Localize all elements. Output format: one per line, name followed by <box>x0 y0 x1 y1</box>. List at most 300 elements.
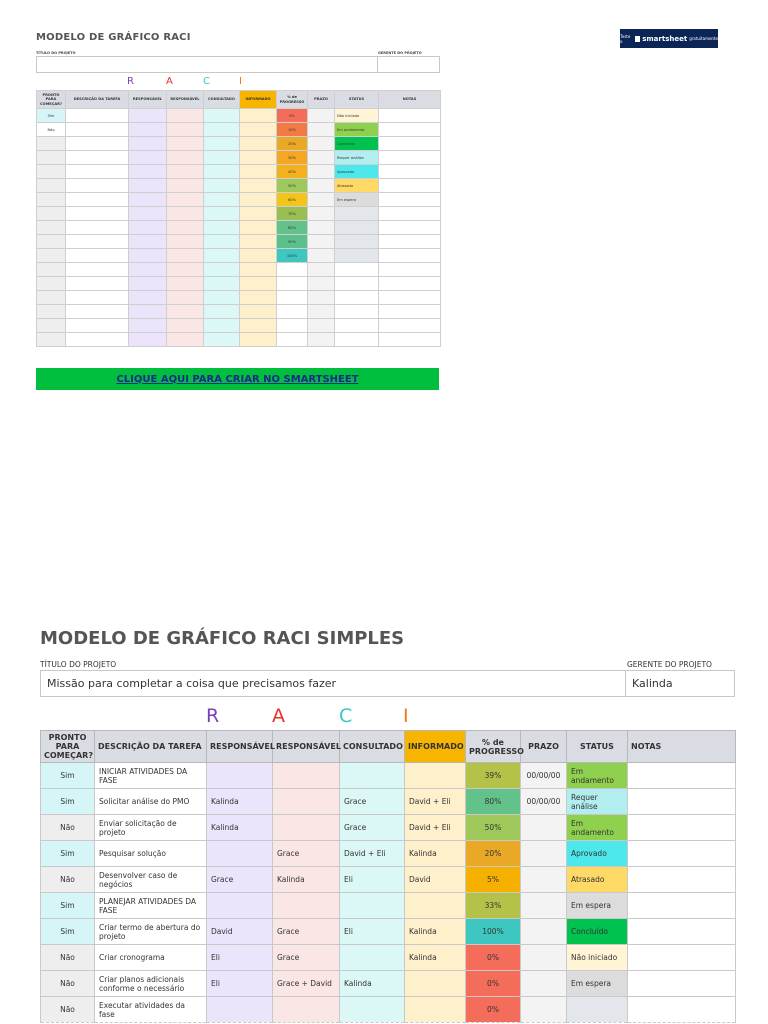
preview-cell[interactable] <box>335 263 379 277</box>
preview-cell[interactable] <box>129 137 167 151</box>
preview-cell[interactable] <box>37 235 66 249</box>
cell-c[interactable]: Grace <box>340 815 405 841</box>
cell-progress[interactable]: 20% <box>466 841 521 867</box>
cell-task[interactable]: Solicitar análise do PMO <box>95 789 207 815</box>
cell-progress[interactable]: 33% <box>466 893 521 919</box>
preview-cell[interactable] <box>204 193 240 207</box>
preview-cell[interactable] <box>37 291 66 305</box>
preview-cell[interactable] <box>308 263 335 277</box>
preview-raci-i: I <box>239 76 242 87</box>
cell-deadline[interactable] <box>521 815 567 841</box>
preview-cell[interactable]: 30% <box>277 151 308 165</box>
cell-ready[interactable]: Sim <box>41 789 95 815</box>
cell-task[interactable]: Criar cronograma <box>95 945 207 971</box>
preview-cell[interactable] <box>66 305 129 319</box>
cell-notes[interactable] <box>628 867 736 893</box>
preview-cell[interactable] <box>308 291 335 305</box>
preview-cell[interactable]: Atrasado <box>335 179 379 193</box>
preview-cell[interactable] <box>379 123 441 137</box>
cell-c[interactable]: David + Eli <box>340 841 405 867</box>
preview-cell[interactable] <box>66 207 129 221</box>
preview-cell[interactable] <box>240 291 277 305</box>
preview-cell[interactable] <box>167 263 204 277</box>
preview-cell[interactable] <box>379 333 441 347</box>
preview-cell[interactable] <box>240 151 277 165</box>
preview-row <box>37 333 441 347</box>
cell-c[interactable]: Grace <box>340 789 405 815</box>
cell-task[interactable]: Enviar solicitação de projeto <box>95 815 207 841</box>
preview-cell[interactable] <box>240 137 277 151</box>
preview-cell[interactable] <box>129 109 167 123</box>
preview-header: DESCRIÇÃO DA TAREFA <box>66 91 129 109</box>
preview-cell[interactable] <box>37 193 66 207</box>
cell-notes[interactable] <box>628 815 736 841</box>
preview-cell[interactable] <box>240 235 277 249</box>
preview-cell[interactable] <box>277 263 308 277</box>
cell-ready[interactable]: Não <box>41 971 95 997</box>
preview-cell[interactable]: Em espera <box>335 193 379 207</box>
preview-cell[interactable] <box>204 221 240 235</box>
preview-cell[interactable] <box>379 179 441 193</box>
cell-progress[interactable]: 5% <box>466 867 521 893</box>
preview-cell[interactable]: 20% <box>277 137 308 151</box>
cell-a[interactable]: Kalinda <box>273 867 340 893</box>
preview-cell[interactable] <box>308 137 335 151</box>
cell-status[interactable] <box>567 997 628 1023</box>
preview-cell[interactable] <box>204 123 240 137</box>
cell-i[interactable]: David + Eli <box>405 815 466 841</box>
preview-cell[interactable] <box>308 249 335 263</box>
cell-progress[interactable]: 50% <box>466 815 521 841</box>
preview-cell[interactable] <box>308 123 335 137</box>
cell-notes[interactable] <box>628 919 736 945</box>
cell-status[interactable]: Em andamento <box>567 763 628 789</box>
cell-progress[interactable]: 0% <box>466 945 521 971</box>
preview-cell[interactable] <box>37 207 66 221</box>
cell-status[interactable]: Em espera <box>567 971 628 997</box>
preview-cell[interactable] <box>167 151 204 165</box>
preview-cell[interactable] <box>240 263 277 277</box>
cell-r[interactable]: David <box>207 919 273 945</box>
cell-progress[interactable]: 0% <box>466 997 521 1023</box>
preview-cell[interactable]: Requer análise <box>335 151 379 165</box>
cell-i[interactable]: Kalinda <box>405 841 466 867</box>
preview-cell[interactable] <box>167 221 204 235</box>
cell-deadline[interactable] <box>521 867 567 893</box>
header-responsible: RESPONSÁVEL <box>207 731 273 763</box>
preview-cell[interactable] <box>240 277 277 291</box>
preview-cell[interactable] <box>66 109 129 123</box>
table-row <box>41 867 736 893</box>
cell-deadline[interactable] <box>521 919 567 945</box>
preview-cell[interactable] <box>204 179 240 193</box>
preview-cell[interactable] <box>379 277 441 291</box>
cell-a[interactable] <box>273 893 340 919</box>
preview-cell[interactable] <box>66 123 129 137</box>
cell-task[interactable]: Executar atividades da fase <box>95 997 207 1023</box>
preview-row <box>37 165 441 179</box>
preview-cell[interactable] <box>277 291 308 305</box>
preview-cell[interactable] <box>129 221 167 235</box>
preview-cell[interactable] <box>167 333 204 347</box>
preview-cell[interactable] <box>308 179 335 193</box>
cell-a[interactable]: Grace + David <box>273 971 340 997</box>
cell-deadline[interactable]: 00/00/00 <box>521 789 567 815</box>
preview-cell[interactable] <box>308 221 335 235</box>
preview-cell[interactable] <box>204 109 240 123</box>
preview-cell[interactable] <box>240 109 277 123</box>
preview-cell[interactable] <box>204 263 240 277</box>
preview-cell[interactable]: 0% <box>277 109 308 123</box>
preview-cell[interactable]: 50% <box>277 179 308 193</box>
preview-cell[interactable] <box>37 165 66 179</box>
preview-cell[interactable] <box>66 221 129 235</box>
preview-cell[interactable] <box>379 165 441 179</box>
preview-cell[interactable] <box>66 319 129 333</box>
preview-cell[interactable] <box>335 277 379 291</box>
preview-cell[interactable] <box>335 319 379 333</box>
cell-i[interactable]: Kalinda <box>405 945 466 971</box>
cell-ready[interactable]: Sim <box>41 919 95 945</box>
preview-cell[interactable] <box>335 305 379 319</box>
cell-c[interactable]: Kalinda <box>340 971 405 997</box>
preview-cell[interactable] <box>167 193 204 207</box>
cell-i[interactable]: David <box>405 867 466 893</box>
preview-cell[interactable] <box>240 319 277 333</box>
preview-cell[interactable] <box>66 277 129 291</box>
cell-status[interactable]: Atrasado <box>567 867 628 893</box>
preview-cell[interactable]: 80% <box>277 221 308 235</box>
cell-status[interactable]: Aprovado <box>567 841 628 867</box>
cell-i[interactable] <box>405 893 466 919</box>
table-row <box>41 763 736 789</box>
cell-r[interactable] <box>207 997 273 1023</box>
cell-a[interactable] <box>273 815 340 841</box>
project-title-field[interactable]: Missão para completar a coisa que precisamos fazer <box>40 670 626 697</box>
cell-ready[interactable]: Sim <box>41 841 95 867</box>
preview-cell[interactable] <box>204 333 240 347</box>
preview-cell[interactable]: Não iniciado <box>335 109 379 123</box>
preview-cell[interactable] <box>277 305 308 319</box>
cell-r[interactable] <box>207 893 273 919</box>
preview-cell[interactable] <box>66 249 129 263</box>
cell-i[interactable] <box>405 997 466 1023</box>
preview-cell[interactable] <box>379 291 441 305</box>
cta-link[interactable]: CLIQUE AQUI PARA CRIAR NO SMARTSHEET <box>116 373 359 385</box>
preview-cell[interactable] <box>335 333 379 347</box>
preview-cell[interactable] <box>167 179 204 193</box>
preview-cell[interactable] <box>277 277 308 291</box>
preview-cell[interactable] <box>37 333 66 347</box>
preview-cell[interactable]: 60% <box>277 193 308 207</box>
cell-notes[interactable] <box>628 893 736 919</box>
cell-notes[interactable] <box>628 763 736 789</box>
cell-deadline[interactable] <box>521 997 567 1023</box>
table-row <box>41 919 736 945</box>
preview-cell[interactable] <box>240 249 277 263</box>
preview-cell[interactable] <box>204 305 240 319</box>
preview-cell[interactable] <box>129 165 167 179</box>
preview-cell[interactable] <box>204 319 240 333</box>
preview-header: CONSULTADO <box>204 91 240 109</box>
cell-a[interactable]: Grace <box>273 945 340 971</box>
preview-cell[interactable] <box>167 305 204 319</box>
preview-cell[interactable] <box>167 137 204 151</box>
preview-raci-table <box>36 90 441 347</box>
cell-task[interactable]: Criar termo de abertura do projeto <box>95 919 207 945</box>
cell-c[interactable] <box>340 945 405 971</box>
smartsheet-logo-button[interactable] <box>620 29 718 48</box>
cell-r[interactable]: Eli <box>207 945 273 971</box>
preview-cell[interactable] <box>204 277 240 291</box>
cell-status[interactable]: Concluído <box>567 919 628 945</box>
preview-cell[interactable]: Aprovado <box>335 165 379 179</box>
preview-cell[interactable]: 10% <box>277 123 308 137</box>
preview-cell[interactable] <box>167 249 204 263</box>
preview-cell[interactable]: 70% <box>277 207 308 221</box>
preview-raci-c: C <box>203 76 210 87</box>
preview-cell[interactable] <box>240 221 277 235</box>
preview-row <box>37 221 441 235</box>
create-in-smartsheet-button[interactable] <box>36 368 439 390</box>
preview-cell[interactable] <box>37 151 66 165</box>
preview-cell[interactable]: 90% <box>277 235 308 249</box>
preview-cell[interactable] <box>308 193 335 207</box>
preview-cell[interactable] <box>335 235 379 249</box>
cell-i[interactable] <box>405 971 466 997</box>
preview-cell[interactable] <box>66 151 129 165</box>
cell-notes[interactable] <box>628 971 736 997</box>
preview-cell[interactable] <box>204 165 240 179</box>
preview-cell[interactable] <box>129 123 167 137</box>
preview-raci-r: R <box>127 76 134 87</box>
preview-cell[interactable] <box>379 249 441 263</box>
preview-cell[interactable] <box>379 263 441 277</box>
preview-cell[interactable] <box>167 319 204 333</box>
preview-cell[interactable] <box>379 221 441 235</box>
preview-cell[interactable]: 40% <box>277 165 308 179</box>
preview-cell[interactable]: Sim <box>37 109 66 123</box>
header-consulted: CONSULTADO <box>340 731 405 763</box>
cell-i[interactable] <box>405 763 466 789</box>
cell-ready[interactable]: Não <box>41 867 95 893</box>
preview-cell[interactable] <box>240 305 277 319</box>
preview-cell[interactable]: Em andamento <box>335 123 379 137</box>
preview-cell[interactable] <box>37 263 66 277</box>
cell-task[interactable]: PLANEJAR ATIVIDADES DA FASE <box>95 893 207 919</box>
preview-cell[interactable] <box>308 319 335 333</box>
preview-cell[interactable] <box>66 333 129 347</box>
preview-cell[interactable] <box>167 291 204 305</box>
cell-c[interactable] <box>340 893 405 919</box>
raci-letter-i: I <box>403 705 409 727</box>
cell-c[interactable] <box>340 763 405 789</box>
preview-cell[interactable] <box>37 305 66 319</box>
preview-cell[interactable] <box>129 235 167 249</box>
cell-a[interactable]: Grace <box>273 841 340 867</box>
cell-r[interactable]: Kalinda <box>207 789 273 815</box>
cell-progress[interactable]: 100% <box>466 919 521 945</box>
preview-cell[interactable] <box>308 305 335 319</box>
preview-cell[interactable] <box>129 263 167 277</box>
preview-cell[interactable] <box>167 109 204 123</box>
cell-r[interactable]: Eli <box>207 971 273 997</box>
cell-task[interactable]: Pesquisar solução <box>95 841 207 867</box>
cell-progress[interactable]: 80% <box>466 789 521 815</box>
preview-cell[interactable] <box>167 235 204 249</box>
cell-notes[interactable] <box>628 789 736 815</box>
preview-cell[interactable] <box>129 333 167 347</box>
preview-cell[interactable] <box>37 277 66 291</box>
preview-cell[interactable] <box>308 235 335 249</box>
preview-cell[interactable] <box>277 333 308 347</box>
cell-progress[interactable]: 0% <box>466 971 521 997</box>
preview-cell[interactable] <box>240 207 277 221</box>
cell-status[interactable]: Em andamento <box>567 815 628 841</box>
preview-cell[interactable] <box>66 165 129 179</box>
cell-c[interactable]: Eli <box>340 867 405 893</box>
cell-deadline[interactable] <box>521 841 567 867</box>
cell-deadline[interactable] <box>521 893 567 919</box>
preview-cell[interactable] <box>240 193 277 207</box>
manager-label: GERENTE DO PROJETO <box>627 660 712 669</box>
preview-cell[interactable] <box>66 137 129 151</box>
cell-task[interactable]: Criar planos adicionais conforme o necessário <box>95 971 207 997</box>
preview-cell[interactable] <box>66 235 129 249</box>
preview-cell[interactable] <box>308 333 335 347</box>
cell-ready[interactable]: Não <box>41 997 95 1023</box>
preview-cell[interactable] <box>204 207 240 221</box>
preview-cell[interactable] <box>66 263 129 277</box>
preview-cell[interactable] <box>379 137 441 151</box>
header-informed: INFORMADO <box>405 731 466 763</box>
cell-task[interactable]: INICIAR ATIVIDADES DA FASE <box>95 763 207 789</box>
preview-cell[interactable] <box>379 235 441 249</box>
preview-cell[interactable] <box>129 151 167 165</box>
preview-cell[interactable] <box>335 221 379 235</box>
logo-brand-text: smartsheet <box>642 34 688 43</box>
preview-cell[interactable] <box>167 165 204 179</box>
preview-cell[interactable] <box>129 305 167 319</box>
preview-cell[interactable] <box>167 207 204 221</box>
preview-cell[interactable] <box>129 207 167 221</box>
preview-cell[interactable] <box>204 151 240 165</box>
preview-cell[interactable] <box>308 109 335 123</box>
cell-a[interactable] <box>273 763 340 789</box>
preview-cell[interactable] <box>379 207 441 221</box>
preview-cell[interactable]: Não <box>37 123 66 137</box>
header-status: STATUS <box>567 731 628 763</box>
cell-deadline[interactable] <box>521 945 567 971</box>
preview-cell[interactable] <box>240 123 277 137</box>
preview-cell[interactable] <box>66 291 129 305</box>
cell-status[interactable]: Não iniciado <box>567 945 628 971</box>
cell-status[interactable]: Requer análise <box>567 789 628 815</box>
logo-left-text: Teste o <box>620 33 631 44</box>
preview-cell[interactable] <box>379 193 441 207</box>
cell-r[interactable] <box>207 763 273 789</box>
preview-cell[interactable] <box>129 277 167 291</box>
cell-task[interactable]: Desenvolver caso de negócios <box>95 867 207 893</box>
preview-cell[interactable] <box>335 207 379 221</box>
preview-cell[interactable]: 100% <box>277 249 308 263</box>
preview-cell[interactable] <box>167 123 204 137</box>
preview-cell[interactable] <box>167 277 204 291</box>
preview-cell[interactable]: Concluído <box>335 137 379 151</box>
preview-cell[interactable] <box>37 249 66 263</box>
cell-notes[interactable] <box>628 997 736 1023</box>
cell-ready[interactable]: Não <box>41 945 95 971</box>
preview-cell[interactable] <box>204 291 240 305</box>
cell-notes[interactable] <box>628 841 736 867</box>
project-title-label: TÍTULO DO PROJETO <box>40 660 117 669</box>
preview-cell[interactable] <box>240 179 277 193</box>
preview-cell[interactable] <box>37 179 66 193</box>
cell-r[interactable]: Grace <box>207 867 273 893</box>
preview-cell[interactable] <box>277 319 308 333</box>
preview-cell[interactable] <box>308 151 335 165</box>
cell-ready[interactable]: Sim <box>41 763 95 789</box>
cell-c[interactable] <box>340 997 405 1023</box>
preview-cell[interactable] <box>335 249 379 263</box>
cell-r[interactable] <box>207 841 273 867</box>
preview-cell[interactable] <box>37 221 66 235</box>
cell-c[interactable]: Eli <box>340 919 405 945</box>
preview-cell[interactable] <box>379 109 441 123</box>
preview-cell[interactable] <box>129 179 167 193</box>
manager-field[interactable]: Kalinda <box>625 670 735 697</box>
preview-manager-field[interactable] <box>377 56 440 73</box>
cell-status[interactable]: Em espera <box>567 893 628 919</box>
preview-cell[interactable] <box>204 137 240 151</box>
preview-cell[interactable] <box>129 291 167 305</box>
preview-project-title-field[interactable] <box>36 56 378 73</box>
cell-deadline[interactable] <box>521 971 567 997</box>
preview-cell[interactable] <box>66 193 129 207</box>
preview-cell[interactable] <box>204 249 240 263</box>
preview-cell[interactable] <box>129 319 167 333</box>
preview-cell[interactable] <box>37 137 66 151</box>
preview-cell[interactable] <box>204 235 240 249</box>
cell-ready[interactable]: Não <box>41 815 95 841</box>
cell-i[interactable]: Kalinda <box>405 919 466 945</box>
table-row <box>41 945 736 971</box>
preview-cell[interactable] <box>66 179 129 193</box>
cell-deadline[interactable]: 00/00/00 <box>521 763 567 789</box>
preview-cell[interactable] <box>240 333 277 347</box>
preview-cell[interactable] <box>308 165 335 179</box>
cell-r[interactable]: Kalinda <box>207 815 273 841</box>
preview-cell[interactable] <box>379 305 441 319</box>
cell-a[interactable] <box>273 789 340 815</box>
preview-cell[interactable] <box>37 319 66 333</box>
cell-a[interactable] <box>273 997 340 1023</box>
preview-cell[interactable] <box>129 249 167 263</box>
cell-progress[interactable]: 39% <box>466 763 521 789</box>
cell-a[interactable]: Grace <box>273 919 340 945</box>
preview-cell[interactable] <box>240 165 277 179</box>
preview-cell[interactable] <box>129 193 167 207</box>
preview-cell[interactable] <box>379 151 441 165</box>
preview-cell[interactable] <box>379 319 441 333</box>
table-row <box>41 971 736 997</box>
cell-i[interactable]: David + Eli <box>405 789 466 815</box>
preview-cell[interactable] <box>308 207 335 221</box>
cell-notes[interactable] <box>628 945 736 971</box>
preview-cell[interactable] <box>335 291 379 305</box>
preview-cell[interactable] <box>308 277 335 291</box>
cell-ready[interactable]: Sim <box>41 893 95 919</box>
